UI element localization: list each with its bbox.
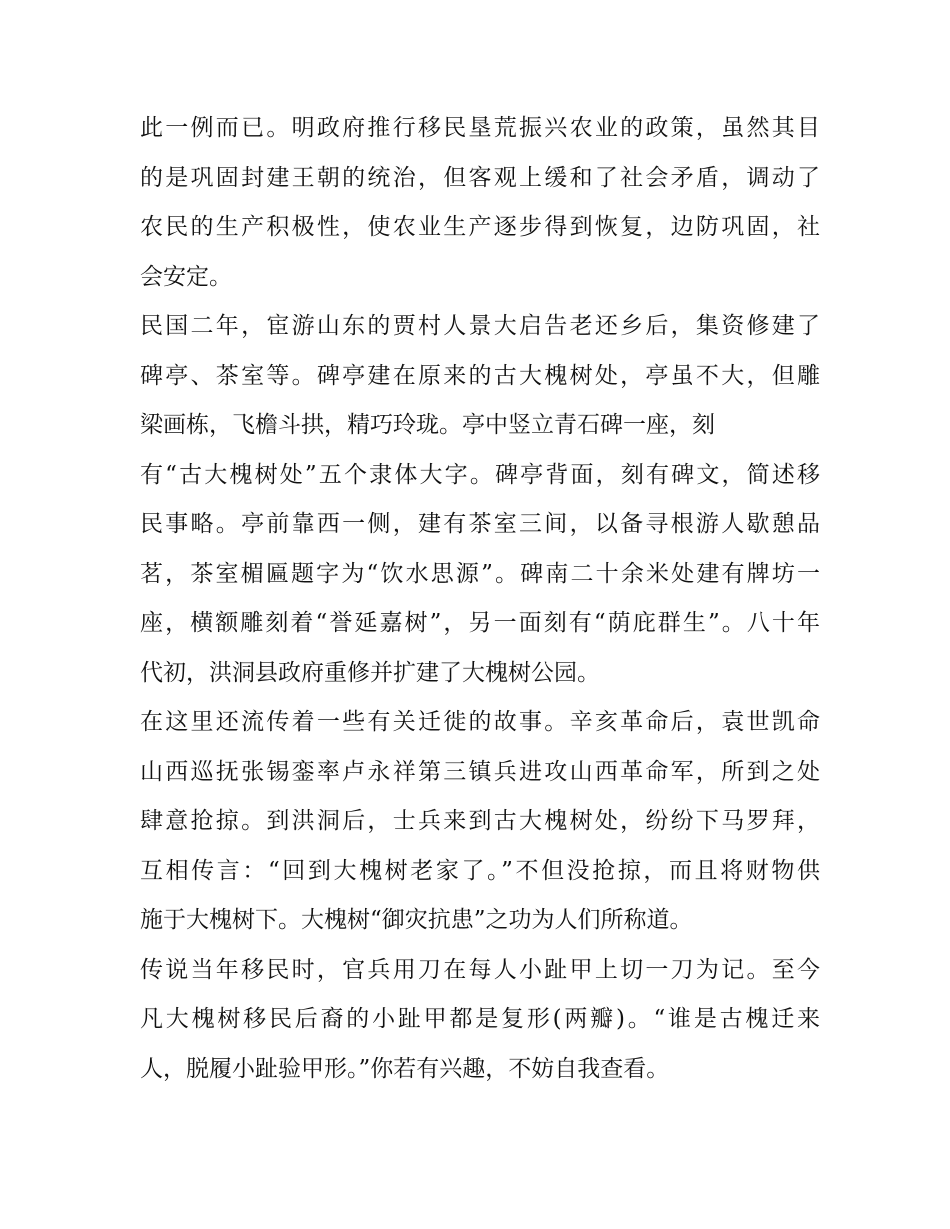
paragraph-1 bbox=[140, 104, 820, 302]
paragraph-3 bbox=[140, 698, 820, 946]
paragraph-4 bbox=[140, 946, 820, 1095]
text-line: 碑亭、茶室等。碑亭建在原来的古大槐树处，亭虽不大，但雕 bbox=[140, 362, 820, 389]
text-line: 座，横额雕刻着“誉延嘉树”，另一面刻有“荫庇群生”。八十年 bbox=[140, 610, 820, 636]
text-line: 会安定。 bbox=[140, 263, 232, 290]
text-line: 代初，洪洞县政府重修并扩建了大槐树公园。 bbox=[140, 659, 600, 686]
text-line: 有“古大槐树处”五个隶体大字。碑亭背面，刻有碑文，简述移 bbox=[140, 461, 820, 488]
text-line: 传说当年移民时，官兵用刀在每人小趾甲上切一刀为记。至今 bbox=[140, 956, 820, 983]
paragraph-2 bbox=[140, 302, 820, 698]
text-line: 民国二年，宦游山东的贾村人景大启告老还乡后，集资修建了 bbox=[140, 313, 820, 339]
text-line: 此一例而已。明政府推行移民垦荒振兴农业的政策，虽然其目 bbox=[140, 115, 820, 141]
text-line: 民事略。亭前靠西一侧，建有茶室三间，以备寻根游人歇憩品 bbox=[140, 511, 820, 537]
text-line: 肆意抢掠。到洪洞后，士兵来到古大槐树处，纷纷下马罗拜， bbox=[140, 808, 820, 834]
text-line: 在这里还流传着一些有关迁徙的故事。辛亥革命后，袁世凯命 bbox=[140, 709, 820, 735]
body-text bbox=[140, 104, 820, 1094]
text-line: 施于大槐树下。大槐树“御灾抗患”之功为人们所称道。 bbox=[140, 907, 693, 933]
text-line: 山西巡抚张锡銮率卢永祥第三镇兵进攻山西革命军，所到之处 bbox=[140, 758, 820, 785]
text-line: 人，脱履小趾验甲形。”你若有兴趣，不妨自我查看。 bbox=[140, 1055, 670, 1082]
text-line: 农民的生产积极性，使农业生产逐步得到恢复，边防巩固，社 bbox=[140, 214, 820, 240]
text-line: 的是巩固封建王朝的统治，但客观上缓和了社会矛盾，调动了 bbox=[140, 164, 820, 191]
text-line: 互相传言：“回到大槐树老家了。”不但没抢掠，而且将财物供 bbox=[140, 857, 820, 884]
text-line: 梁画栋，飞檐斗拱，精巧玲珑。亭中竖立青石碑一座，刻 bbox=[140, 412, 715, 438]
text-line: 茗，茶室楣匾题字为“饮水思源”。碑南二十余米处建有牌坊一 bbox=[140, 560, 820, 587]
text-line: 凡大槐树移民后裔的小趾甲都是复形(两瓣)。“谁是古槐迁来 bbox=[140, 1006, 820, 1032]
